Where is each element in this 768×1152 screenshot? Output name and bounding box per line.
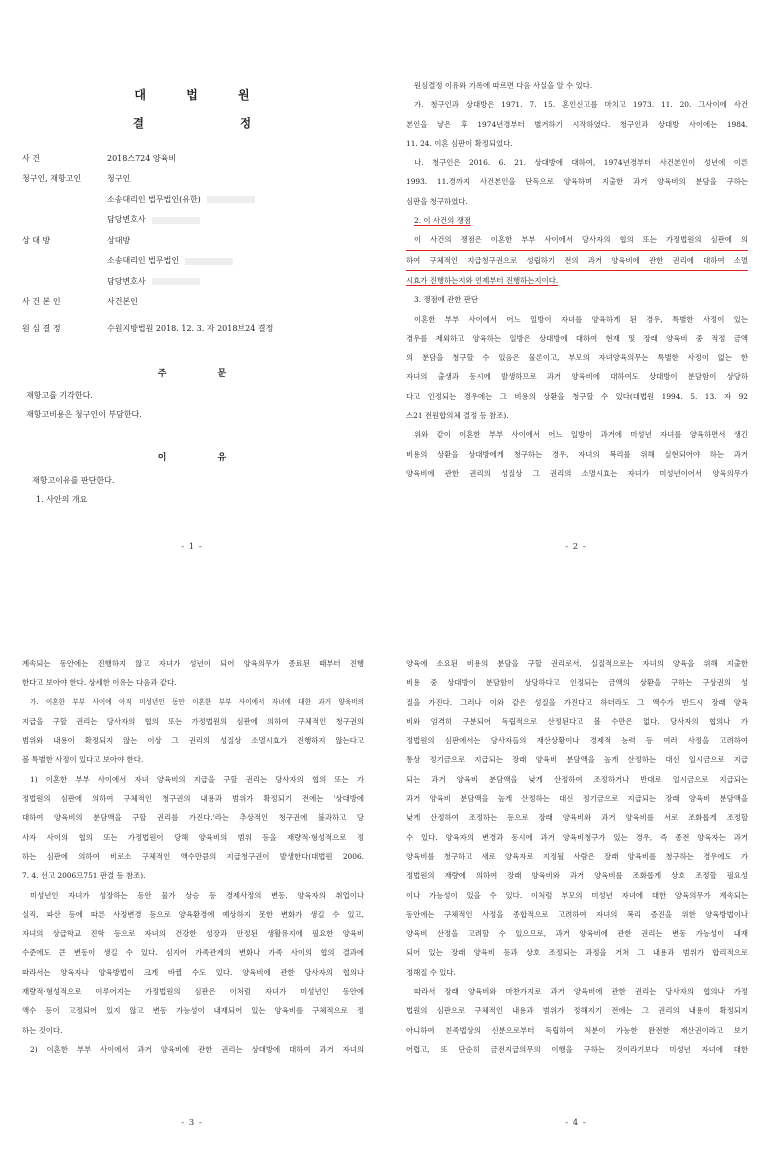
issue-heading	[406, 211, 748, 230]
order-heading: 주 문	[157, 369, 251, 379]
original-label: 원 심 결 정	[22, 323, 61, 333]
text-line: 아니하여 친족법상의 신분으로부터 독립하여 처분이 가능한 완전한 재산권이라고 보기	[406, 1025, 748, 1035]
redaction-mark	[185, 258, 233, 265]
text-line: 대하여 양육비의 분담액을 구할 권리를 가진다.'라는 추상적인 청구권에 불과하고 당	[22, 813, 364, 823]
text-line: 과거 양육비 분담액을 높게 산정하는 대신 정기금으로 지급되는 장래 양육비 분담액을	[406, 794, 748, 804]
highlighted-line: 이 사건의 쟁점은 이혼한 부부 사이에서 당사자의 협의 또는 가정법원의 심판에 의	[406, 230, 748, 250]
principal-value: 사건본인	[107, 297, 138, 307]
text-line: 낮게 산정하여 조정하는 등으로 장래 양육비와 과거 양육비를 서로 조화롭게 조정할	[406, 813, 748, 823]
page-2-body	[406, 76, 748, 483]
text-line: 경우를 제외하고 양육하는 일방은 상대방에 대하여 현재 및 장래 양육비 중 적정 금액	[406, 333, 748, 343]
text-line: 본인을 낳은 후 1974년경부터 별거하기 시작하였다. 청구인과 상대방 사이에는 1984.	[406, 119, 748, 129]
text-line: 하는 것이다.	[22, 1025, 63, 1035]
text-line: 1) 이혼한 부부 사이에서 자녀 양육비의 지급을 구할 권리는 당사자의 협의 또는 가	[30, 774, 364, 784]
text-line: 수준에도 큰 변동이 생길 수 있다. 심지어 가족관계의 변화나 가족 사이의 협의 결과에	[22, 948, 364, 958]
text-line: 양육비에 관한 권리의 성질상 그 권리의 소멸시효는 자녀가 미성년이어서 양육의무가	[406, 468, 748, 478]
document-title: 결 정	[132, 116, 298, 130]
text-line: 이나 가능성이 있을 수 있다. 이처럼 부모의 미성년 자녀에 대한 양육의무가 계속되는	[406, 890, 748, 900]
page-4-body	[406, 654, 748, 1059]
text-line: 양육에 소요된 비용의 분담을 구할 권리로서, 실질적으로는 자녀의 양육을 위해 지출한	[406, 659, 748, 668]
text-line: 미성년인 자녀가 성장하는 동안 물가 상승 등 경제사정의 변동, 양육자의 취업이나	[30, 890, 364, 900]
appellant-rep-row	[22, 189, 362, 210]
highlighted-line: 시효가 진행하는지와 언제부터 진행하는지이다.	[406, 275, 559, 285]
opponent-rep: 소송대리인 법무법인	[107, 256, 180, 266]
text-line: 가. 청구인과 상대방은 1971. 7. 15. 혼인신고를 마치고 1973. 11. 20. 그사이에 사건	[414, 100, 748, 110]
appellant-lawyer-row	[22, 210, 362, 231]
appellant-value: 청구인	[107, 174, 131, 184]
order-line: 재항고비용은 청구인이 부담한다.	[26, 410, 142, 419]
reason-line: 1. 사안의 개요	[36, 495, 88, 504]
reason-heading: 이 유	[157, 453, 251, 463]
text-line: 하는 심판에 의하여 비로소 구체적인 액수만큼의 지급청구권이 발생한다(대법원 2006.	[22, 851, 364, 861]
redaction-mark	[207, 196, 255, 203]
opponent-label: 상 대 방	[22, 235, 51, 245]
text-line: 질을 가진다. 그러나 이와 같은 성질을 가진다고 하더라도 그 액수가 반드시 장래 양육	[406, 697, 748, 707]
text-line: 사자 사이의 협의 또는 가정법원이 당해 양육비의 범위 등을 재량적·형성적으로 정	[22, 832, 364, 842]
principal-row	[22, 292, 362, 313]
text-line: 가. 이혼한 부부 사이에 아직 미성년인 동안 이혼한 부부 사이에서 자녀에 대한 과거 양육비의	[30, 697, 364, 706]
page-number: - 2 -	[565, 542, 587, 552]
highlighted-line: 하여 구체적인 지급청구권으로 성립하기 전의 과거 양육비에 관한 권리에 대하여 소멸	[406, 251, 748, 271]
text-line: 자녀의 출생과 동시에 발생하므로 과거 양육비에 대하여도 상대방이 분담함이 상당하	[406, 372, 748, 382]
highlighted-line-end	[406, 271, 748, 290]
order-line: 재항고를 기각한다.	[26, 391, 93, 400]
appellant-label: 청구인, 재항고인	[22, 174, 82, 184]
text-line: 따라서는 양육자나 양육방법이 크게 바뀔 수도 있다. 양육비에 관한 당사자의 협의나	[22, 967, 364, 977]
redaction-mark	[152, 217, 200, 224]
text-line: 정법원의 심판에서는 당사자들의 재산상황이나 경제적 능력 등 여러 사정을 고려하여	[406, 736, 748, 746]
reason-text	[32, 471, 114, 509]
case-fields	[22, 148, 362, 339]
text-line: 실직, 파산 등에 따른 사정변경 등으로 양육환경에 예상하지 못한 변화가 생길 수 있고,	[22, 909, 364, 919]
text-line: 정해질 수 있다.	[406, 967, 456, 977]
page-3-body	[22, 654, 364, 1059]
text-line: 심판을 청구하였다.	[406, 196, 468, 206]
page-number: - 4 -	[565, 1118, 587, 1128]
redaction-mark	[152, 278, 200, 285]
case-value: 2018스724 양육비	[107, 153, 177, 163]
appellant-row	[22, 169, 362, 190]
text-line: 법원의 심판으로 구체적인 내용과 범위가 정해지기 전에는 그 권리의 내용이 확정되지	[406, 1006, 748, 1016]
text-line: 위와 같이 이혼한 부부 사이에서 어느 일방이 과거에 미성년 자녀를 양육하면서 생긴	[414, 430, 748, 440]
text-line: 1993. 11.경까지 사건본인을 단독으로 양육하며 지출한 과거 양육비의 분담을 구하는	[406, 177, 748, 187]
text-line: 수 있다. 양육자의 변경과 동시에 과거 양육비청구가 있는 경우, 즉 종전 양육자는 과거	[406, 832, 748, 842]
page-3	[0, 576, 384, 1152]
original-value: 수원지방법원 2018. 12. 3. 자 2018브24 결정	[107, 323, 274, 333]
text-line: 7. 4. 선고 2006므751 판결 등 참조).	[22, 871, 146, 881]
text-line: 비용의 상환을 상대방에게 청구하는 경우, 자녀의 복리를 위해 실현되어야 하는 과거	[406, 449, 748, 459]
text-line: 정법원의 재량에 의하여 장래 양육비와 과거 양육비를 조화롭게 상호 조정할 필요성	[406, 871, 748, 881]
case-label: 사 건	[22, 153, 40, 163]
text-line: 자녀의 상급학교 진학 등으로 자녀의 건강한 성장과 안정된 생활유지에 필요한 양육비	[22, 929, 364, 939]
text-line: 비와 엄격히 구분되어 독립적으로 산정된다고 볼 수만은 없다. 당사자의 협의나 가	[406, 716, 748, 726]
court-name: 대 법 원	[134, 88, 268, 102]
text-line: 비용 중 상대방이 분담함이 상당하다고 인정되는 금액의 상환을 구하는 구상권의 성	[406, 678, 748, 688]
opponent-lawyer: 담당변호사	[107, 276, 146, 286]
text-line: 다고 인정되는 경우에는 그 비용의 상환을 청구할 수 있다(대법원 1994. 5. 13. 자 92	[406, 391, 748, 401]
text-line: 재량적·형성적으로 이루어지는 가정법원의 심판은 이처럼 자녀가 미성년인 동안에	[22, 987, 364, 997]
page-1	[0, 0, 384, 576]
opponent-value: 상대방	[107, 235, 131, 245]
issue-heading-underline: 2. 이 사건의 쟁점	[414, 216, 471, 226]
text-line: 범위와 내용이 확정되지 않는 이상 그 권리의 성질상 소멸시효가 진행하지 않는다고	[22, 736, 364, 746]
text-line: 계속되는 동안에는 진행하지 않고 자녀가 성년이 되어 양육의무가 종료된 때부터 진행	[22, 659, 364, 668]
opponent-rep-row	[22, 251, 362, 272]
text-line: 3. 쟁점에 관한 판단	[414, 295, 479, 305]
principal-label: 사 건 본 인	[22, 297, 61, 307]
opponent-lawyer-row	[22, 271, 362, 292]
page-number: - 3 -	[181, 1118, 203, 1128]
text-line: 나. 청구인은 2016. 6. 21. 상대방에 대하여, 1974년경부터 사건본인이 성년에 이른	[414, 158, 748, 168]
text-line: 스21 전원합의체 결정 등 참조).	[406, 411, 509, 421]
text-line: 원심결정 이유와 기록에 따르면 다음 사실을 알 수 있다.	[414, 81, 593, 90]
text-line: 어렵고, 또 단순히 금전지급의무의 이행을 구하는 것이라기보다 미성년 자녀에 대한	[406, 1044, 748, 1054]
case-row	[22, 148, 362, 169]
page-2	[384, 0, 768, 576]
text-line: 통상 정기금으로 지급되는 장래 양육비 분담액을 높게 산정하는 대신 일시금으로 지급	[406, 755, 748, 765]
order-text	[26, 386, 142, 424]
original-decision-row	[22, 318, 362, 339]
text-line: 양육비를 청구하고 새로 양육자로 지정될 사람은 장래 양육비를 청구하는 경우에도 가	[406, 851, 748, 861]
text-line: 이혼한 부부 사이에서 어느 일방이 자녀를 양육하게 된 경우, 특별한 사정이 있는	[414, 314, 748, 324]
text-line: 11. 24. 이혼 심판이 확정되었다.	[406, 138, 513, 148]
page-number: - 1 -	[181, 542, 203, 552]
text-line: 한다고 보아야 한다. 상세한 이유는 다음과 같다.	[22, 678, 177, 688]
text-line: 액수 등이 고정되어 있지 않고 변동 가능성이 내재되어 있는 양육비를 구체적으로 정	[22, 1006, 364, 1016]
text-line: 따라서 장래 양육비와 마찬가지로 과거 양육비에 관한 권리는 당사자의 협의나 가정	[414, 987, 748, 997]
reason-line: 재항고이유를 판단한다.	[32, 476, 115, 485]
text-line: 볼 특별한 사정이 있다고 보아야 한다.	[22, 755, 144, 765]
appellant-lawyer: 담당변호사	[107, 215, 146, 225]
text-line: 지급을 구할 권리는 당사자의 협의 또는 가정법원의 심판에 의하여 구체적인 청구권의	[22, 716, 364, 726]
text-line: 의 분담을 청구할 수 있음은 물론이고, 부모의 자녀양육의무는 특별한 사정이 없는 한	[406, 353, 748, 363]
text-line: 정법원의 심판에 의하여 구체적인 청구권의 내용과 범위가 확정되기 전에는 '상대방에	[22, 794, 364, 804]
text-line: 2) 이혼한 부부 사이에서 과거 양육비에 관한 권리는 상대방에 대하여 과거 자녀의	[30, 1044, 364, 1054]
text-line: 되는 과거 양육비 분담액을 낮게 산정하여 조정하거나 반대로 일시금으로 지급되는	[406, 774, 748, 784]
text-line: 양육비 산정을 고려할 수 있으므로, 과거 양육비에 관한 권리는 변동 가능성이 내재	[406, 929, 748, 939]
text-line: 동안에는 구체적인 사정을 종합적으로 고려하여 자녀의 복리 증진을 위한 양육방법이나	[406, 909, 748, 919]
opponent-row	[22, 230, 362, 251]
page-4	[384, 576, 768, 1152]
appellant-rep: 소송대리인 법무법인(유한)	[107, 194, 201, 204]
text-line: 되어 있는 장래 양육비 등과 상호 조정되는 과정을 거쳐 그 내용과 범위가 합리적으로	[406, 948, 748, 958]
